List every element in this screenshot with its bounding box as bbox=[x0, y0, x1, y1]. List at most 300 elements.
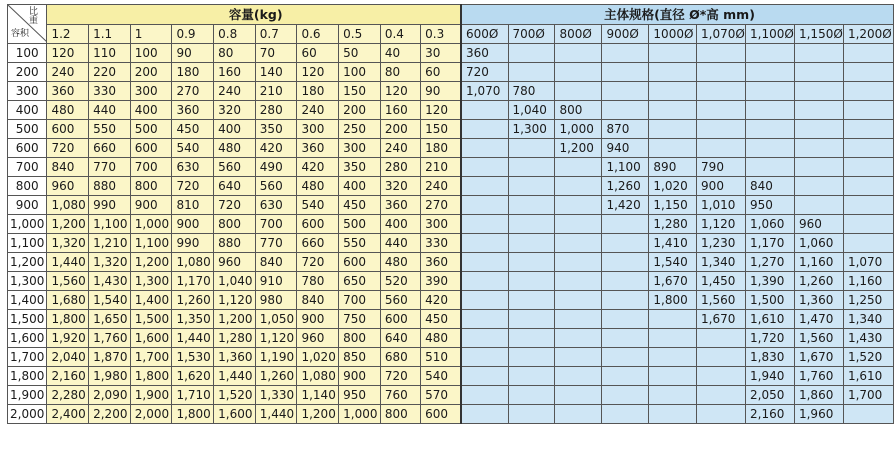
spec-cell bbox=[555, 272, 602, 291]
capacity-cell: 760 bbox=[380, 386, 420, 405]
capacity-cell: 300 bbox=[421, 215, 461, 234]
spec-cell bbox=[461, 215, 508, 234]
capacity-cell: 360 bbox=[421, 253, 461, 272]
spec-cell: 1,000 bbox=[555, 120, 602, 139]
spec-cell bbox=[555, 196, 602, 215]
capacity-cell: 360 bbox=[172, 101, 214, 120]
table-row bbox=[8, 329, 894, 348]
spec-cell: 1,260 bbox=[794, 272, 843, 291]
capacity-cell: 220 bbox=[89, 63, 131, 82]
spec-cell bbox=[697, 386, 746, 405]
density-col-header: 0.9 bbox=[172, 25, 214, 44]
spec-cell bbox=[746, 82, 795, 101]
capacity-cell: 100 bbox=[130, 44, 172, 63]
table-row bbox=[8, 291, 894, 310]
spec-cell: 1,390 bbox=[746, 272, 795, 291]
capacity-cell: 300 bbox=[339, 139, 381, 158]
spec-cell bbox=[602, 386, 649, 405]
capacity-cell: 270 bbox=[172, 82, 214, 101]
capacity-cell: 1,440 bbox=[255, 405, 297, 424]
spec-cell bbox=[461, 196, 508, 215]
spec-cell bbox=[843, 196, 893, 215]
spec-cell: 1,060 bbox=[794, 234, 843, 253]
spec-cell bbox=[794, 101, 843, 120]
capacity-cell: 50 bbox=[339, 44, 381, 63]
spec-cell bbox=[508, 139, 555, 158]
spec-cell: 1,270 bbox=[746, 253, 795, 272]
table-row bbox=[8, 272, 894, 291]
spec-cell bbox=[602, 329, 649, 348]
capacity-cell: 1,430 bbox=[89, 272, 131, 291]
spec-cell bbox=[602, 63, 649, 82]
capacity-cell: 160 bbox=[380, 101, 420, 120]
spec-cell bbox=[794, 63, 843, 82]
capacity-cell: 2,040 bbox=[47, 348, 89, 367]
spec-cell bbox=[555, 291, 602, 310]
table-row bbox=[8, 348, 894, 367]
capacity-cell: 420 bbox=[297, 158, 339, 177]
capacity-cell: 1,620 bbox=[172, 367, 214, 386]
capacity-cell: 210 bbox=[255, 82, 297, 101]
capacity-cell: 450 bbox=[339, 196, 381, 215]
capacity-cell: 1,710 bbox=[172, 386, 214, 405]
density-col-header: 0.6 bbox=[297, 25, 339, 44]
capacity-cell: 140 bbox=[255, 63, 297, 82]
spec-cell bbox=[649, 44, 697, 63]
capacity-cell: 80 bbox=[380, 63, 420, 82]
table-row bbox=[8, 158, 894, 177]
spec-cell: 800 bbox=[555, 101, 602, 120]
spec-cell: 1,760 bbox=[794, 367, 843, 386]
spec-cell bbox=[649, 348, 697, 367]
capacity-cell: 910 bbox=[255, 272, 297, 291]
capacity-cell: 120 bbox=[297, 63, 339, 82]
capacity-cell: 800 bbox=[380, 405, 420, 424]
capacity-cell: 1,800 bbox=[172, 405, 214, 424]
spec-cell bbox=[508, 386, 555, 405]
spec-cell: 1,040 bbox=[508, 101, 555, 120]
spec-cell bbox=[794, 158, 843, 177]
capacity-cell: 850 bbox=[339, 348, 381, 367]
volume-label: 800 bbox=[8, 177, 47, 196]
capacity-cell: 200 bbox=[380, 120, 420, 139]
capacity-cell: 1,120 bbox=[255, 329, 297, 348]
capacity-cell: 80 bbox=[214, 44, 256, 63]
capacity-cell: 200 bbox=[130, 63, 172, 82]
spec-cell: 1,020 bbox=[649, 177, 697, 196]
spec-cell: 1,120 bbox=[697, 215, 746, 234]
capacity-cell: 660 bbox=[297, 234, 339, 253]
capacity-cell: 1,530 bbox=[172, 348, 214, 367]
capacity-cell: 400 bbox=[130, 101, 172, 120]
spec-cell bbox=[649, 310, 697, 329]
spec-cell: 2,160 bbox=[746, 405, 795, 424]
capacity-cell: 650 bbox=[339, 272, 381, 291]
capacity-cell: 480 bbox=[380, 253, 420, 272]
capacity-cell: 1,350 bbox=[172, 310, 214, 329]
capacity-cell: 750 bbox=[339, 310, 381, 329]
density-col-header: 0.5 bbox=[339, 25, 381, 44]
spec-cell bbox=[555, 253, 602, 272]
capacity-cell: 640 bbox=[214, 177, 256, 196]
spec-cell: 890 bbox=[649, 158, 697, 177]
spec-cell bbox=[697, 367, 746, 386]
spec-cell bbox=[508, 215, 555, 234]
capacity-cell: 1,200 bbox=[297, 405, 339, 424]
capacity-cell: 90 bbox=[421, 82, 461, 101]
spec-cell bbox=[794, 120, 843, 139]
capacity-cell: 1,800 bbox=[47, 310, 89, 329]
spec-cell bbox=[649, 120, 697, 139]
spec-col-header: 600Ø bbox=[461, 25, 508, 44]
spec-cell bbox=[602, 253, 649, 272]
capacity-cell: 800 bbox=[214, 215, 256, 234]
spec-cell: 1,560 bbox=[697, 291, 746, 310]
capacity-cell: 600 bbox=[380, 310, 420, 329]
capacity-cell: 570 bbox=[421, 386, 461, 405]
capacity-cell: 320 bbox=[380, 177, 420, 196]
capacity-cell: 1,260 bbox=[255, 367, 297, 386]
capacity-cell: 1,980 bbox=[89, 367, 131, 386]
spec-cell: 1,720 bbox=[746, 329, 795, 348]
spec-cell bbox=[746, 44, 795, 63]
table-row bbox=[8, 405, 894, 424]
spec-cell bbox=[843, 215, 893, 234]
table-row bbox=[8, 234, 894, 253]
capacity-cell: 1,500 bbox=[130, 310, 172, 329]
capacity-cell: 160 bbox=[214, 63, 256, 82]
spec-cell: 360 bbox=[461, 44, 508, 63]
capacity-cell: 680 bbox=[380, 348, 420, 367]
spec-cell bbox=[508, 158, 555, 177]
spec-cell: 1,610 bbox=[843, 367, 893, 386]
spec-cell bbox=[461, 120, 508, 139]
spec-cell: 790 bbox=[697, 158, 746, 177]
capacity-cell: 700 bbox=[339, 291, 381, 310]
capacity-cell: 1,680 bbox=[47, 291, 89, 310]
spec-cell bbox=[555, 367, 602, 386]
spec-cell: 1,340 bbox=[697, 253, 746, 272]
capacity-cell: 2,090 bbox=[89, 386, 131, 405]
spec-cell bbox=[649, 405, 697, 424]
capacity-cell: 900 bbox=[172, 215, 214, 234]
capacity-cell: 330 bbox=[421, 234, 461, 253]
density-col-header: 0.3 bbox=[421, 25, 461, 44]
capacity-cell: 1,330 bbox=[255, 386, 297, 405]
spec-cell bbox=[461, 405, 508, 424]
spec-cell: 1,230 bbox=[697, 234, 746, 253]
capacity-cell: 640 bbox=[380, 329, 420, 348]
spec-cell bbox=[602, 405, 649, 424]
capacity-header: 容量(kg) bbox=[47, 5, 461, 25]
spec-cell bbox=[794, 177, 843, 196]
capacity-cell: 720 bbox=[380, 367, 420, 386]
spec-cell bbox=[843, 101, 893, 120]
spec-cell bbox=[508, 405, 555, 424]
spec-cell: 1,060 bbox=[746, 215, 795, 234]
spec-cell bbox=[843, 405, 893, 424]
spec-cell bbox=[649, 386, 697, 405]
capacity-cell: 840 bbox=[255, 253, 297, 272]
capacity-cell: 600 bbox=[130, 139, 172, 158]
density-col-header: 1.2 bbox=[47, 25, 89, 44]
spec-cell bbox=[746, 120, 795, 139]
spec-cell bbox=[508, 196, 555, 215]
spec-cell: 1,250 bbox=[843, 291, 893, 310]
capacity-cell: 210 bbox=[421, 158, 461, 177]
spec-cell bbox=[697, 120, 746, 139]
density-col-header: 1 bbox=[130, 25, 172, 44]
spec-cell bbox=[602, 44, 649, 63]
capacity-cell: 1,870 bbox=[89, 348, 131, 367]
capacity-cell: 420 bbox=[255, 139, 297, 158]
volume-label: 1,200 bbox=[8, 253, 47, 272]
capacity-cell: 360 bbox=[380, 196, 420, 215]
spec-cell: 1,200 bbox=[555, 139, 602, 158]
volume-label: 1,700 bbox=[8, 348, 47, 367]
spec-cell bbox=[794, 82, 843, 101]
capacity-cell: 1,440 bbox=[214, 367, 256, 386]
capacity-cell: 1,080 bbox=[172, 253, 214, 272]
spec-cell bbox=[746, 101, 795, 120]
capacity-cell: 1,600 bbox=[130, 329, 172, 348]
spec-cell bbox=[602, 291, 649, 310]
volume-label: 100 bbox=[8, 44, 47, 63]
table-row bbox=[8, 44, 894, 63]
capacity-cell: 840 bbox=[297, 291, 339, 310]
capacity-cell: 2,400 bbox=[47, 405, 89, 424]
density-col-header: 1.1 bbox=[89, 25, 131, 44]
capacity-cell: 240 bbox=[380, 139, 420, 158]
capacity-cell: 1,600 bbox=[214, 405, 256, 424]
capacity-cell: 240 bbox=[421, 177, 461, 196]
spec-cell bbox=[461, 348, 508, 367]
capacity-cell: 1,560 bbox=[47, 272, 89, 291]
spec-cell: 840 bbox=[746, 177, 795, 196]
capacity-cell: 320 bbox=[214, 101, 256, 120]
capacity-cell: 990 bbox=[89, 196, 131, 215]
capacity-cell: 1,050 bbox=[255, 310, 297, 329]
table-row bbox=[8, 120, 894, 139]
spec-cell bbox=[794, 139, 843, 158]
capacity-cell: 770 bbox=[89, 158, 131, 177]
capacity-cell: 560 bbox=[380, 291, 420, 310]
spec-cell: 1,610 bbox=[746, 310, 795, 329]
capacity-cell: 70 bbox=[255, 44, 297, 63]
spec-cell bbox=[843, 44, 893, 63]
capacity-cell: 200 bbox=[339, 101, 381, 120]
capacity-cell: 100 bbox=[339, 63, 381, 82]
volume-label: 900 bbox=[8, 196, 47, 215]
capacity-cell: 360 bbox=[297, 139, 339, 158]
spec-cell bbox=[794, 44, 843, 63]
spec-cell bbox=[461, 158, 508, 177]
spec-cell: 1,360 bbox=[794, 291, 843, 310]
spec-cell bbox=[697, 101, 746, 120]
capacity-cell: 880 bbox=[214, 234, 256, 253]
capacity-cell: 720 bbox=[47, 139, 89, 158]
capacity-cell: 600 bbox=[47, 120, 89, 139]
corner-cell bbox=[8, 5, 47, 44]
spec-header: 主体规格(直径 Ø*高 mm) bbox=[461, 5, 894, 25]
table-row bbox=[8, 386, 894, 405]
capacity-cell: 240 bbox=[297, 101, 339, 120]
spec-cell: 780 bbox=[508, 82, 555, 101]
spec-cell bbox=[602, 310, 649, 329]
spec-cell bbox=[649, 82, 697, 101]
capacity-cell: 400 bbox=[380, 215, 420, 234]
spec-cell bbox=[843, 158, 893, 177]
capacity-cell: 450 bbox=[421, 310, 461, 329]
spec-cell: 1,450 bbox=[697, 272, 746, 291]
capacity-cell: 560 bbox=[214, 158, 256, 177]
spec-cell bbox=[843, 63, 893, 82]
table-row bbox=[8, 177, 894, 196]
capacity-cell: 960 bbox=[47, 177, 89, 196]
capacity-cell: 1,080 bbox=[297, 367, 339, 386]
capacity-cell: 40 bbox=[380, 44, 420, 63]
spec-cell: 870 bbox=[602, 120, 649, 139]
capacity-cell: 1,800 bbox=[130, 367, 172, 386]
capacity-cell: 330 bbox=[89, 82, 131, 101]
capacity-cell: 350 bbox=[255, 120, 297, 139]
capacity-cell: 2,000 bbox=[130, 405, 172, 424]
spec-cell bbox=[649, 139, 697, 158]
spec-cell: 1,150 bbox=[649, 196, 697, 215]
capacity-cell: 440 bbox=[89, 101, 131, 120]
spec-cell: 1,520 bbox=[843, 348, 893, 367]
capacity-cell: 60 bbox=[297, 44, 339, 63]
spec-cell: 900 bbox=[697, 177, 746, 196]
capacity-cell: 1,400 bbox=[130, 291, 172, 310]
spec-cell: 940 bbox=[602, 139, 649, 158]
spec-cell bbox=[697, 139, 746, 158]
spec-cell bbox=[746, 63, 795, 82]
capacity-cell: 150 bbox=[339, 82, 381, 101]
capacity-cell: 480 bbox=[421, 329, 461, 348]
capacity-cell: 1,260 bbox=[172, 291, 214, 310]
capacity-cell: 490 bbox=[255, 158, 297, 177]
volume-label: 1,300 bbox=[8, 272, 47, 291]
spec-cell: 1,300 bbox=[508, 120, 555, 139]
table-row bbox=[8, 101, 894, 120]
table-row bbox=[8, 253, 894, 272]
spec-cell bbox=[461, 101, 508, 120]
spec-cell bbox=[697, 44, 746, 63]
spec-cell bbox=[508, 348, 555, 367]
spec-cell: 1,670 bbox=[649, 272, 697, 291]
spec-cell: 1,420 bbox=[602, 196, 649, 215]
spec-cell bbox=[649, 367, 697, 386]
capacity-cell: 1,300 bbox=[130, 272, 172, 291]
capacity-cell: 630 bbox=[172, 158, 214, 177]
spec-cell bbox=[697, 405, 746, 424]
capacity-cell: 550 bbox=[89, 120, 131, 139]
spec-cell bbox=[555, 82, 602, 101]
capacity-cell: 540 bbox=[297, 196, 339, 215]
capacity-cell: 780 bbox=[297, 272, 339, 291]
spec-cell: 1,010 bbox=[697, 196, 746, 215]
capacity-cell: 1,200 bbox=[214, 310, 256, 329]
capacity-cell: 400 bbox=[214, 120, 256, 139]
spec-cell bbox=[461, 253, 508, 272]
capacity-cell: 520 bbox=[380, 272, 420, 291]
capacity-cell: 990 bbox=[172, 234, 214, 253]
density-col-header: 0.4 bbox=[380, 25, 420, 44]
capacity-cell: 400 bbox=[339, 177, 381, 196]
capacity-cell: 1,360 bbox=[214, 348, 256, 367]
capacity-cell: 1,040 bbox=[214, 272, 256, 291]
capacity-cell: 180 bbox=[172, 63, 214, 82]
capacity-cell: 800 bbox=[130, 177, 172, 196]
spec-col-header: 1,200Ø bbox=[843, 25, 893, 44]
capacity-cell: 1,320 bbox=[47, 234, 89, 253]
spec-cell bbox=[794, 196, 843, 215]
capacity-cell: 2,160 bbox=[47, 367, 89, 386]
spec-col-header: 900Ø bbox=[602, 25, 649, 44]
spec-cell bbox=[649, 63, 697, 82]
spec-cell bbox=[649, 329, 697, 348]
capacity-cell: 480 bbox=[47, 101, 89, 120]
density-col-header: 0.8 bbox=[214, 25, 256, 44]
spec-cell bbox=[697, 63, 746, 82]
spec-cell: 1,500 bbox=[746, 291, 795, 310]
spec-cell bbox=[555, 310, 602, 329]
table-row bbox=[8, 196, 894, 215]
spec-cell bbox=[508, 234, 555, 253]
volume-label: 1,500 bbox=[8, 310, 47, 329]
volume-label: 400 bbox=[8, 101, 47, 120]
capacity-cell: 810 bbox=[172, 196, 214, 215]
capacity-cell: 90 bbox=[172, 44, 214, 63]
volume-label: 1,600 bbox=[8, 329, 47, 348]
spec-cell bbox=[602, 367, 649, 386]
capacity-cell: 300 bbox=[297, 120, 339, 139]
capacity-cell: 60 bbox=[421, 63, 461, 82]
capacity-cell: 1,000 bbox=[130, 215, 172, 234]
capacity-cell: 120 bbox=[421, 101, 461, 120]
spec-cell bbox=[697, 348, 746, 367]
capacity-cell: 800 bbox=[339, 329, 381, 348]
spec-cell bbox=[555, 234, 602, 253]
spec-cell bbox=[461, 272, 508, 291]
capacity-cell: 480 bbox=[214, 139, 256, 158]
spec-cell bbox=[843, 120, 893, 139]
capacity-cell: 600 bbox=[297, 215, 339, 234]
density-col-header: 0.7 bbox=[255, 25, 297, 44]
spec-cell bbox=[843, 177, 893, 196]
capacity-cell: 1,100 bbox=[130, 234, 172, 253]
capacity-cell: 900 bbox=[297, 310, 339, 329]
spec-cell: 1,430 bbox=[843, 329, 893, 348]
spec-cell: 2,050 bbox=[746, 386, 795, 405]
spec-cell bbox=[508, 253, 555, 272]
capacity-cell: 600 bbox=[421, 405, 461, 424]
capacity-cell: 840 bbox=[47, 158, 89, 177]
spec-cell: 1,100 bbox=[602, 158, 649, 177]
spec-cell bbox=[602, 82, 649, 101]
volume-label: 2,000 bbox=[8, 405, 47, 424]
capacity-cell: 350 bbox=[339, 158, 381, 177]
capacity-cell: 150 bbox=[421, 120, 461, 139]
spec-cell bbox=[602, 101, 649, 120]
volume-label: 1,900 bbox=[8, 386, 47, 405]
spec-cell bbox=[508, 367, 555, 386]
spec-cell: 1,280 bbox=[649, 215, 697, 234]
capacity-cell: 1,170 bbox=[172, 272, 214, 291]
capacity-cell: 1,020 bbox=[297, 348, 339, 367]
capacity-cell: 560 bbox=[255, 177, 297, 196]
